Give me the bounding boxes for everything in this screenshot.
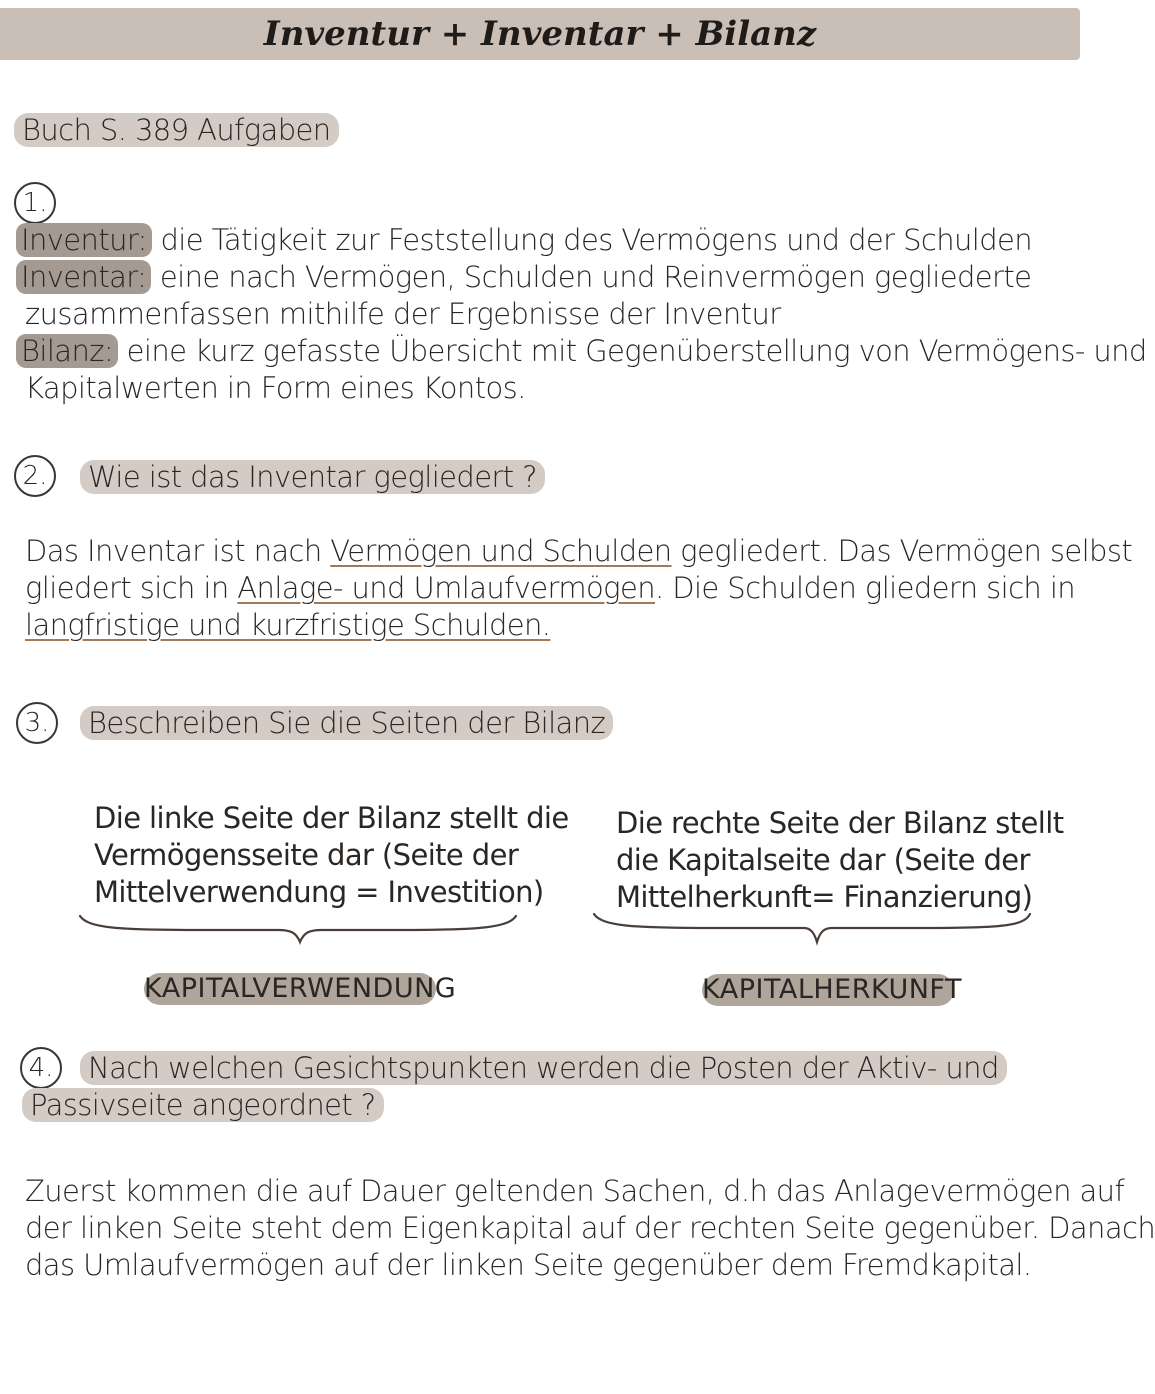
- q2-answer-line-2: [25, 570, 1076, 607]
- q2-answer-part: Das Inventar ist nach: [25, 534, 331, 568]
- q2-underlined-term: langfristige und kurzfristige Schulden.: [25, 608, 551, 642]
- q1-bilanz-line: [16, 333, 1147, 370]
- bilanz-left-line-1: Die linke Seite der Bilanz stellt die: [94, 801, 569, 835]
- q1-inventar-line-2: zusammenfassen mithilfe der Ergebnisse der Inventur: [25, 297, 781, 331]
- question-4-text-1: Nach welchen Gesichtspunkten werden die Posten der Aktiv- und: [80, 1051, 1007, 1085]
- right-curly-brace: [592, 912, 1032, 948]
- q4-answer-line-3: das Umlaufvermögen auf der linken Seite gegenüber dem Fremdkapital.: [25, 1248, 1032, 1282]
- question-3-text: Beschreiben Sie die Seiten der Bilanz: [80, 706, 613, 740]
- term-inventur: Inventur:: [16, 223, 152, 257]
- q2-answer-line-3: [25, 607, 1055, 644]
- term-bilanz: Bilanz:: [16, 334, 118, 368]
- q2-underlined-term: Anlage- und Umlaufvermögen: [237, 571, 655, 605]
- question-2-text: Wie ist das Inventar gegliedert ?: [80, 460, 545, 494]
- q1-bilanz-line-2: Kapitalwerten in Form eines Kontos.: [25, 371, 526, 405]
- q2-answer-part: gliedert sich in: [25, 571, 238, 605]
- term-inventar: Inventar:: [16, 260, 151, 294]
- q1-inventar-line: [16, 259, 1046, 296]
- question-4-text-2: Passivseite angeordnet ?: [22, 1088, 384, 1122]
- question-4-line-1: [80, 1050, 1007, 1087]
- intro-highlight: Buch S. 389 Aufgaben: [14, 113, 339, 147]
- page-title: Inventur + Inventar + Bilanz: [263, 14, 817, 54]
- q2-answer-part: gegliedert. Das Vermögen selbst: [671, 534, 1133, 568]
- term-bilanz-definition: eine kurz gefasste Übersicht mit Gegenüberstellung von Vermögens- und: [118, 334, 1147, 368]
- q4-answer-line-1: Zuerst kommen die auf Dauer geltenden Sachen, d.h das Anlagevermögen auf: [25, 1174, 1125, 1208]
- q1-inventur-line: [16, 222, 1046, 259]
- q2-underlined-term: Vermögen und Schulden: [330, 534, 672, 568]
- bilanz-left-line-3: Mittelverwendung = Investition): [94, 875, 544, 909]
- bilanz-left-line-2: Vermögensseite dar (Seite der: [94, 838, 519, 872]
- question-2-line: [80, 459, 545, 496]
- term-inventar-definition: eine nach Vermögen, Schulden und Reinvermögen gegliederte: [151, 260, 1032, 294]
- question-3-number: 3.: [16, 702, 58, 744]
- q4-answer-line-2: der linken Seite steht dem Eigenkapital auf der rechten Seite gegenüber. Danach: [25, 1211, 1155, 1245]
- bilanz-right-line-2: die Kapitalseite dar (Seite der: [616, 843, 1030, 877]
- left-curly-brace: [78, 912, 518, 948]
- bilanz-right-line-3: Mittelherkunft= Finanzierung): [616, 880, 1033, 914]
- intro-line: [14, 112, 339, 149]
- question-2-number: 2.: [14, 455, 56, 497]
- question-3-line: [80, 705, 613, 742]
- question-1-number: 1.: [14, 182, 56, 224]
- q2-answer-part: . Die Schulden gliedern sich in: [654, 571, 1076, 605]
- term-inventur-definition: die Tätigkeit zur Feststellung des Vermögens und der Schulden: [151, 223, 1033, 257]
- question-4-line-2: [22, 1087, 384, 1124]
- question-4-number: 4.: [20, 1047, 62, 1089]
- q2-answer-line-1: [25, 533, 1133, 570]
- kapitalherkunft-label: KAPITALHERKUNFT: [702, 974, 962, 1005]
- bilanz-right-line-1: Die rechte Seite der Bilanz stellt: [616, 806, 1064, 840]
- kapitalverwendung-label: KAPITALVERWENDUNG: [144, 973, 457, 1004]
